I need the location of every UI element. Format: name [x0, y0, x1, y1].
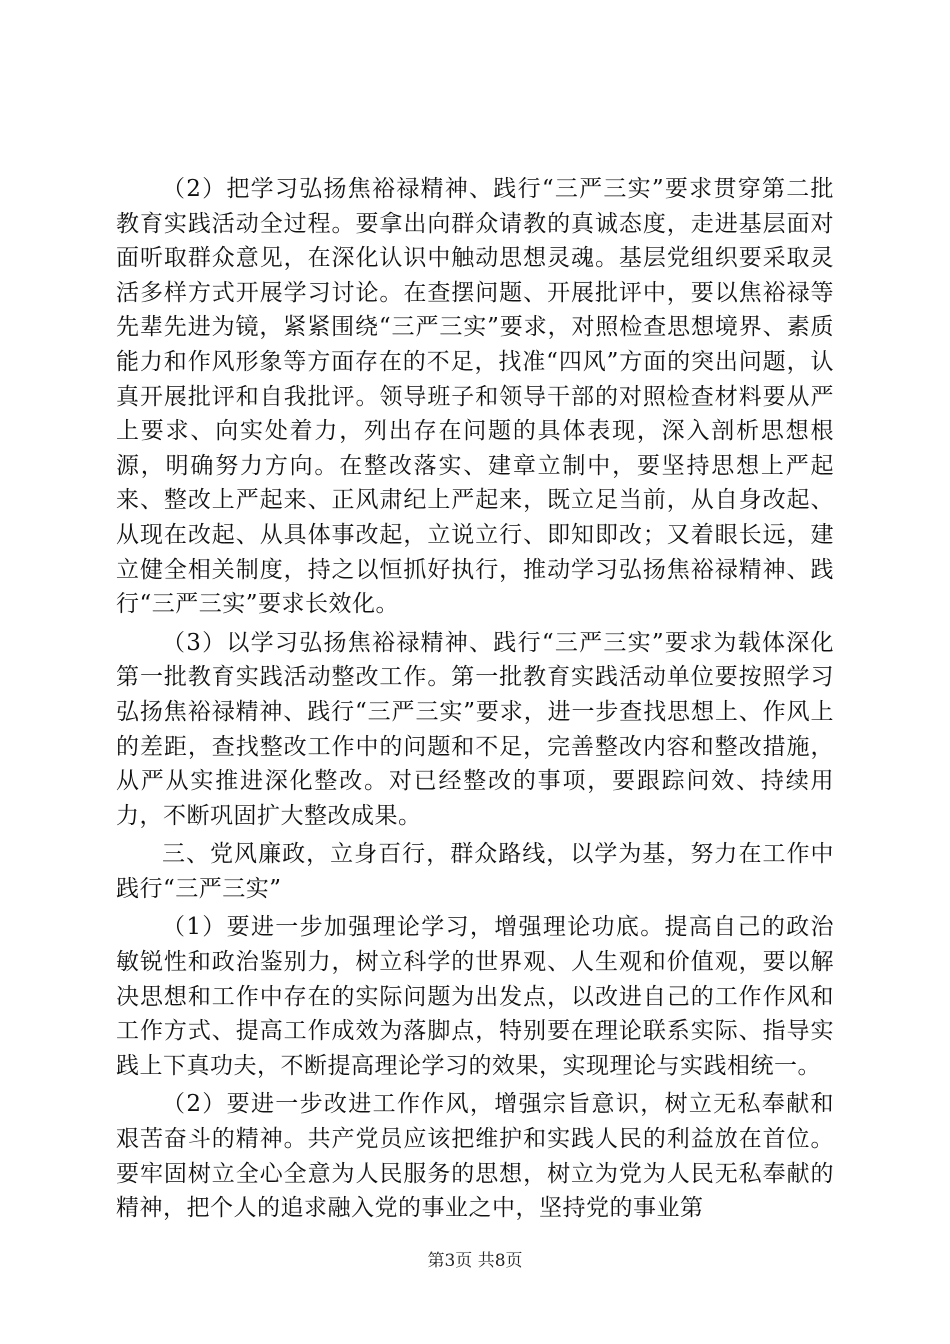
section-heading: 三、党风廉政，立身百行，群众路线，以学为基，努力在工作中践行“三严三实”: [116, 841, 834, 902]
paragraph-1: （2）把学习弘扬焦裕禄精神、践行“三严三实”要求贯穿第二批教育实践活动全过程。要拿出向群众请教的真诚态度，走进基层面对面听取群众意见，在深化认识中触动思想灵魂。基层党组织要采取灵活多样方式开展学习讨论。在查摆问题、开展批评中，要以焦裕禄等先辈先进为镜，紧紧围绕“三严三实”要求，对照检查思想境界、素质能力和作风形象等方面存在的不足，找准“四风”方面的突出问题，认真开展批评和自我批评。领导班子和领导干部的对照检查材料要从严上要求、向实处着力，列出存在问题的具体表现，深入剖析思想根源，明确努力方向。在整改落实、建章立制中，要坚持思想上严起来、整改上严起来、正风肃纪上严起来，既立足当前，从自身改起、从现在改起、从具体事改起，立说立行、即知即改；又着眼长远，建立健全相关制度，持之以恒抓好执行，推动学习弘扬焦裕禄精神、践行“三严三实”要求长效化。: [116, 176, 834, 618]
paragraph-4: （2）要进一步改进工作作风，增强宗旨意识，树立无私奉献和艰苦奋斗的精神。共产党员应该把维护和实践人民的利益放在首位。要牢固树立全心全意为人民服务的思想，树立为党为人民无私奉献的精神，把个人的追求融入党的事业之中，坚持党的事业第: [116, 1091, 834, 1222]
page-footer: 第3页 共8页: [427, 1251, 523, 1271]
document-body: [116, 172, 834, 1230]
paragraph-3: （1）要进一步加强理论学习，增强理论功底。提高自己的政治敏锐性和政治鉴别力，树立科学的世界观、人生观和价值观，要以解决思想和工作中存在的实际问题为出发点，以改进自己的工作作风和工作方式、提高工作成效为落脚点，特别要在理论联系实际、指导实践上下真功夫，不断提高理论学习的效果，实现理论与实践相统一。: [116, 914, 834, 1079]
paragraph-2: （3）以学习弘扬焦裕禄精神、践行“三严三实”要求为载体深化第一批教育实践活动整改工作。第一批教育实践活动单位要按照学习弘扬焦裕禄精神、践行“三严三实”要求，进一步查找思想上、作风上的差距，查找整改工作中的问题和不足，完善整改内容和整改措施，从严从实推进深化整改。对已经整改的事项，要跟踪问效、持续用力，不断巩固扩大整改成果。: [116, 629, 834, 829]
